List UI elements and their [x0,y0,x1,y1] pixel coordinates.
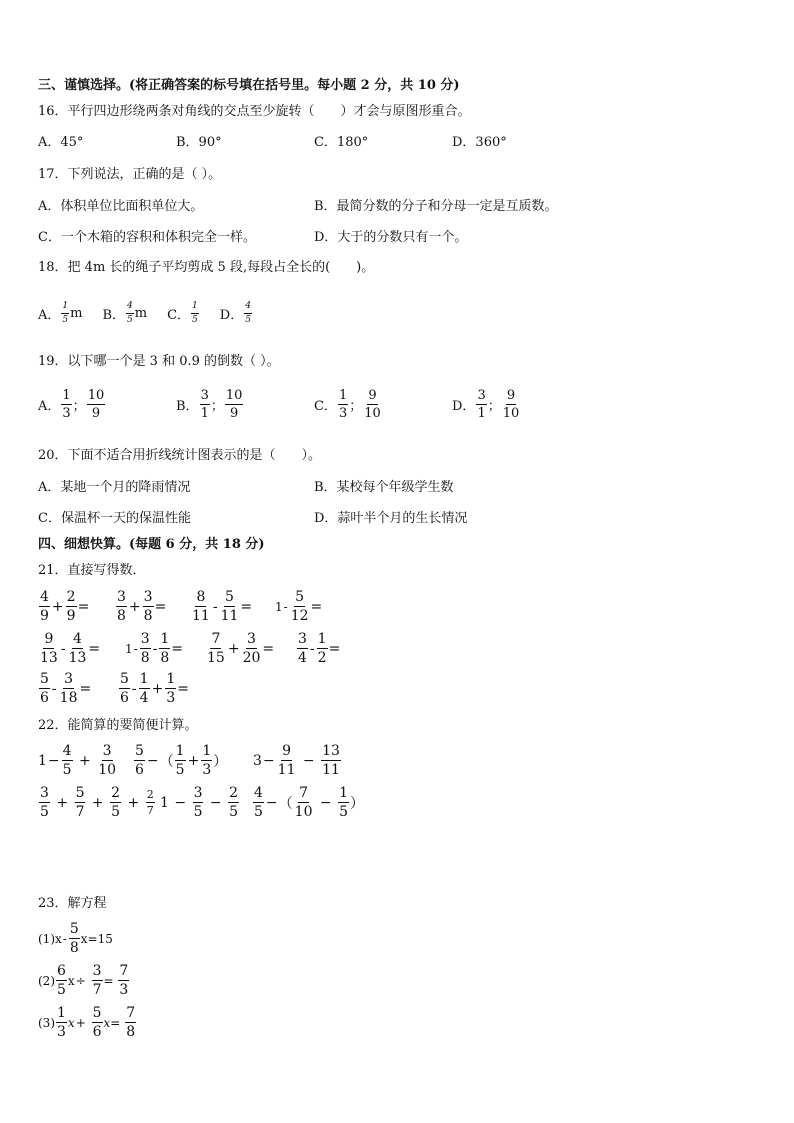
q19-a-label: A． [38,399,61,414]
q18-d-fraction: 4 5 [245,301,251,325]
q19-option-a [38,389,106,420]
q16-stem: 16．平行四边形绕两条对角线的交点至少旋转（ ）才会与原图形重合。 [38,104,471,119]
q18-options [38,302,253,325]
q18-stem: 18．把 4m 长的绳子平均剪成 5 段,每段占全长的( )。 [38,260,375,275]
q19-b-frac2: 10 9 [225,388,243,421]
q19-c-frac2: 9 10 [364,388,381,421]
q22-expr-3: 3 − $\frac{9}{11}$ − $\frac{13}{11}$ [253,743,340,778]
q19-d-sep: ； [487,399,501,414]
q19-option-b [176,389,244,420]
q22-expr-4: 3 5 + $\frac{5}{7}$ + $\frac{2}{5}$ + $\frac{2}{7}$ [40,785,154,820]
q19-a-sep: ； [72,399,86,414]
q19-b-sep: ； [210,399,224,414]
q16-option-c: C．180° [314,135,369,150]
q20-option-d: D．蒜叶半个月的生长情况 [314,511,468,526]
q18-b-fraction: 4 5 [127,301,133,325]
q22-expr-1: 1 − $\frac{4}{5}$ + $\frac{3}{10}$ [38,743,117,778]
q17-option-c: C．一个木箱的容积和体积完全一样。 [38,230,256,245]
q18-b-unit: m [134,306,148,321]
q21-expr-4: 1 - $\frac{5}{12}$ = [275,589,323,624]
q20-option-a: A．某地一个月的降雨情况 [38,480,191,495]
q21-expr-5: 9 13 - $\frac{4}{13}$ = [40,631,101,666]
q22-stem: 22．能简算的要简便计算。 [38,718,198,733]
q18-a-fraction: 1 5 [62,301,69,325]
q21-expr-6: 1 - 3 8 - $\frac{1}{8}$ = [125,631,184,666]
q21-expr-3: 8 11 - $\frac{5}{11}$ = [192,589,253,624]
q17-stem: 17．下列说法，正确的是（ ）。 [38,167,222,182]
q22-expr-2: 5 6 − （ 1 5 + $\frac{1}{3}$ ） [135,743,228,778]
q21-expr-10: 5 6 - 1 4 + $\frac{1}{3}$ = [120,671,189,706]
q21-stem: 21．直接写得数． [38,563,146,578]
section-3-title: 三、谨慎选择。(将正确答案的标号填在括号里。每小题 2 分，共 10 分) [38,78,460,93]
q20-option-b: B．某校每个年级学生数 [314,480,454,495]
q19-option-c [314,389,383,420]
q19-a-frac2: 10 9 [87,388,105,421]
q16-option-a: A．45° [38,135,84,150]
q19-d-label: D． [452,399,476,414]
q21-expr-7: 7 15 + $\frac{3}{20}$ = [207,631,275,666]
q18-option-b: B． [102,308,126,323]
q23-stem: 23．解方程 [38,896,107,911]
section-4-title: 四、细想快算。(每题 6 分，共 18 分) [38,537,265,552]
q19-option-d [452,389,521,420]
q16-option-d: D．360° [452,135,507,150]
q22-expr-6: 4 5 − （ 7 10 − $\frac{1}{5}$ ） [254,785,365,820]
q16-option-b: B．90° [176,135,222,150]
q17-option-b: B．最简分数的分子和分母一定是互质数。 [314,199,558,214]
q22-expr-5: 1 − $\frac{3}{5}$ − $\frac{2}{5}$ [160,785,239,820]
q19-d-frac2: 9 10 [502,388,520,421]
q23-eq-3: (3) 1 3 x + $\frac{5}{6}$ x = $\frac{7}{8}$ [38,1005,136,1040]
q21-expr-8: 3 4 - $\frac{1}{2}$ = [298,631,341,666]
q19-a-frac1: 1 3 [62,388,71,421]
q18-c-fraction: 1 5 [192,301,198,325]
q19-c-label: C． [314,399,337,414]
q19-stem: 19．以下哪一个是 3 和 0.9 的倒数（ ）。 [38,354,280,369]
q21-expr-1: 4 9 + $\frac{2}{9}$ = [40,589,90,624]
q18-a-unit: m [70,306,83,321]
q17-option-d: D．大于的分数只有一个。 [314,230,468,245]
q19-d-frac1: 3 1 [477,388,486,421]
q19-b-label: B． [176,399,199,414]
q19-b-frac1: 3 1 [200,388,209,421]
q20-stem: 20．下面不适合用折线统计图表示的是（ ）。 [38,448,322,463]
q20-option-c: C．保温杯一天的保温性能 [38,511,191,526]
q19-c-frac1: 1 3 [338,388,348,421]
q17-option-a: A．体积单位比面积单位大。 [38,199,204,214]
q21-expr-2: 3 8 + $\frac{3}{8}$ = [117,589,167,624]
q21-expr-9: 5 6 - $\frac{3}{18}$ = [40,671,92,706]
q23-eq-2: (2) 6 5 x ÷ $\frac{3}{7}$ = $\frac{7}{3}$ [38,963,129,998]
q19-c-sep: ； [349,399,363,414]
q23-eq-1: (1) x - 5 8 x=15 [38,921,113,956]
q18-option-a: A． [38,308,61,323]
q18-option-c: C． [167,308,191,323]
q18-option-d: D． [219,308,244,323]
